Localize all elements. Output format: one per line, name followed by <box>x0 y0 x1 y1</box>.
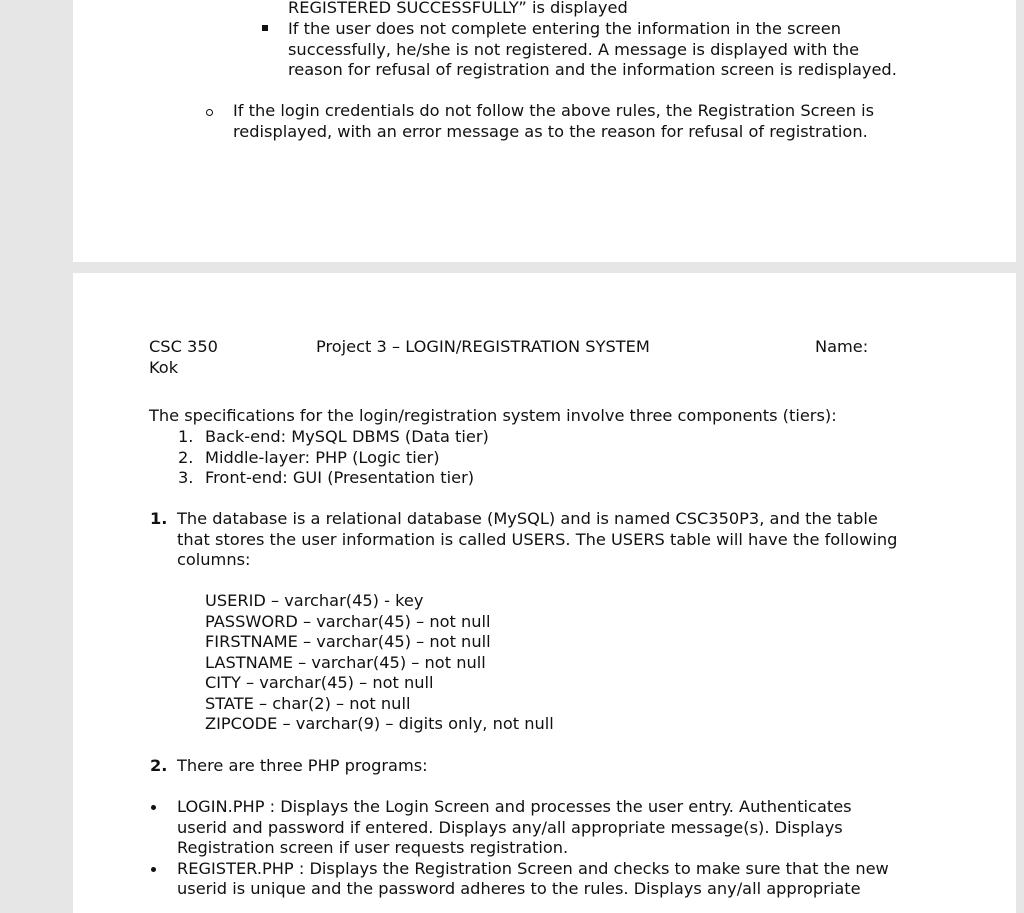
sq-bullet-line: successfully, he/she is not registered. A message is displayed with the <box>288 40 860 59</box>
circ-bullet-line: redisplayed, with an error message as to the reason for refusal of registration. <box>233 122 868 141</box>
name-label: Name: <box>815 337 869 356</box>
circ-bullet-line: If the login credentials do not follow the above rules, the Registration Screen is <box>233 101 875 120</box>
program-line: userid is unique and the password adheres to the rules. Displays any/all appropriate <box>177 879 861 898</box>
sq-bullet-line: reason for refusal of registration and the information screen is redisplayed. <box>288 60 897 79</box>
tier-text: Front-end: GUI (Presentation tier) <box>205 468 475 487</box>
column-def: CITY – varchar(45) – not null <box>205 673 434 692</box>
tier-number: 1. <box>178 427 194 446</box>
sq-bullet-line: If the user does not complete entering the information in the screen <box>288 19 841 38</box>
document-page-1 <box>73 0 1016 262</box>
project-title: Project 3 – LOGIN/REGISTRATION SYSTEM <box>316 337 650 356</box>
program-line: REGISTER.PHP : Displays the Registration Screen and checks to make sure that the new <box>177 859 889 878</box>
column-def: FIRSTNAME – varchar(45) – not null <box>205 632 491 651</box>
section1-line: that stores the user information is called USERS. The USERS table will have the following <box>177 530 898 549</box>
program-line: userid and password if entered. Displays any/all appropriate message(s). Displays <box>177 818 843 837</box>
column-def: USERID – varchar(45) - key <box>205 591 424 610</box>
circle-bullet-icon <box>206 109 213 116</box>
column-def: ZIPCODE – varchar(9) – digits only, not null <box>205 714 554 733</box>
tier-number: 3. <box>178 468 194 487</box>
tier-text: Middle-layer: PHP (Logic tier) <box>205 448 440 467</box>
section-number: 1. <box>150 509 168 528</box>
section-number: 2. <box>150 756 168 775</box>
dot-bullet-icon <box>151 867 156 872</box>
dot-bullet-icon <box>151 805 156 810</box>
section2-text: There are three PHP programs: <box>177 756 428 775</box>
tier-number: 2. <box>178 448 194 467</box>
intro-text: The specifications for the login/registration system involve three components (tiers): <box>149 406 837 425</box>
square-bullet-icon <box>262 25 268 31</box>
program-line: Registration screen if user requests registration. <box>177 838 569 857</box>
course-code: CSC 350 <box>149 337 218 356</box>
tier-text: Back-end: MySQL DBMS (Data tier) <box>205 427 489 446</box>
column-def: LASTNAME – varchar(45) – not null <box>205 653 486 672</box>
document-page-2 <box>73 273 1016 913</box>
continued-line: REGISTERED SUCCESSFULLY” is displayed <box>288 0 628 17</box>
column-def: PASSWORD – varchar(45) – not null <box>205 612 491 631</box>
section1-line: columns: <box>177 550 251 569</box>
section1-line: The database is a relational database (MySQL) and is named CSC350P3, and the table <box>177 509 878 528</box>
column-def: STATE – char(2) – not null <box>205 694 411 713</box>
instructor-name: Kok <box>149 358 179 377</box>
program-line: LOGIN.PHP : Displays the Login Screen and processes the user entry. Authenticates <box>177 797 852 816</box>
